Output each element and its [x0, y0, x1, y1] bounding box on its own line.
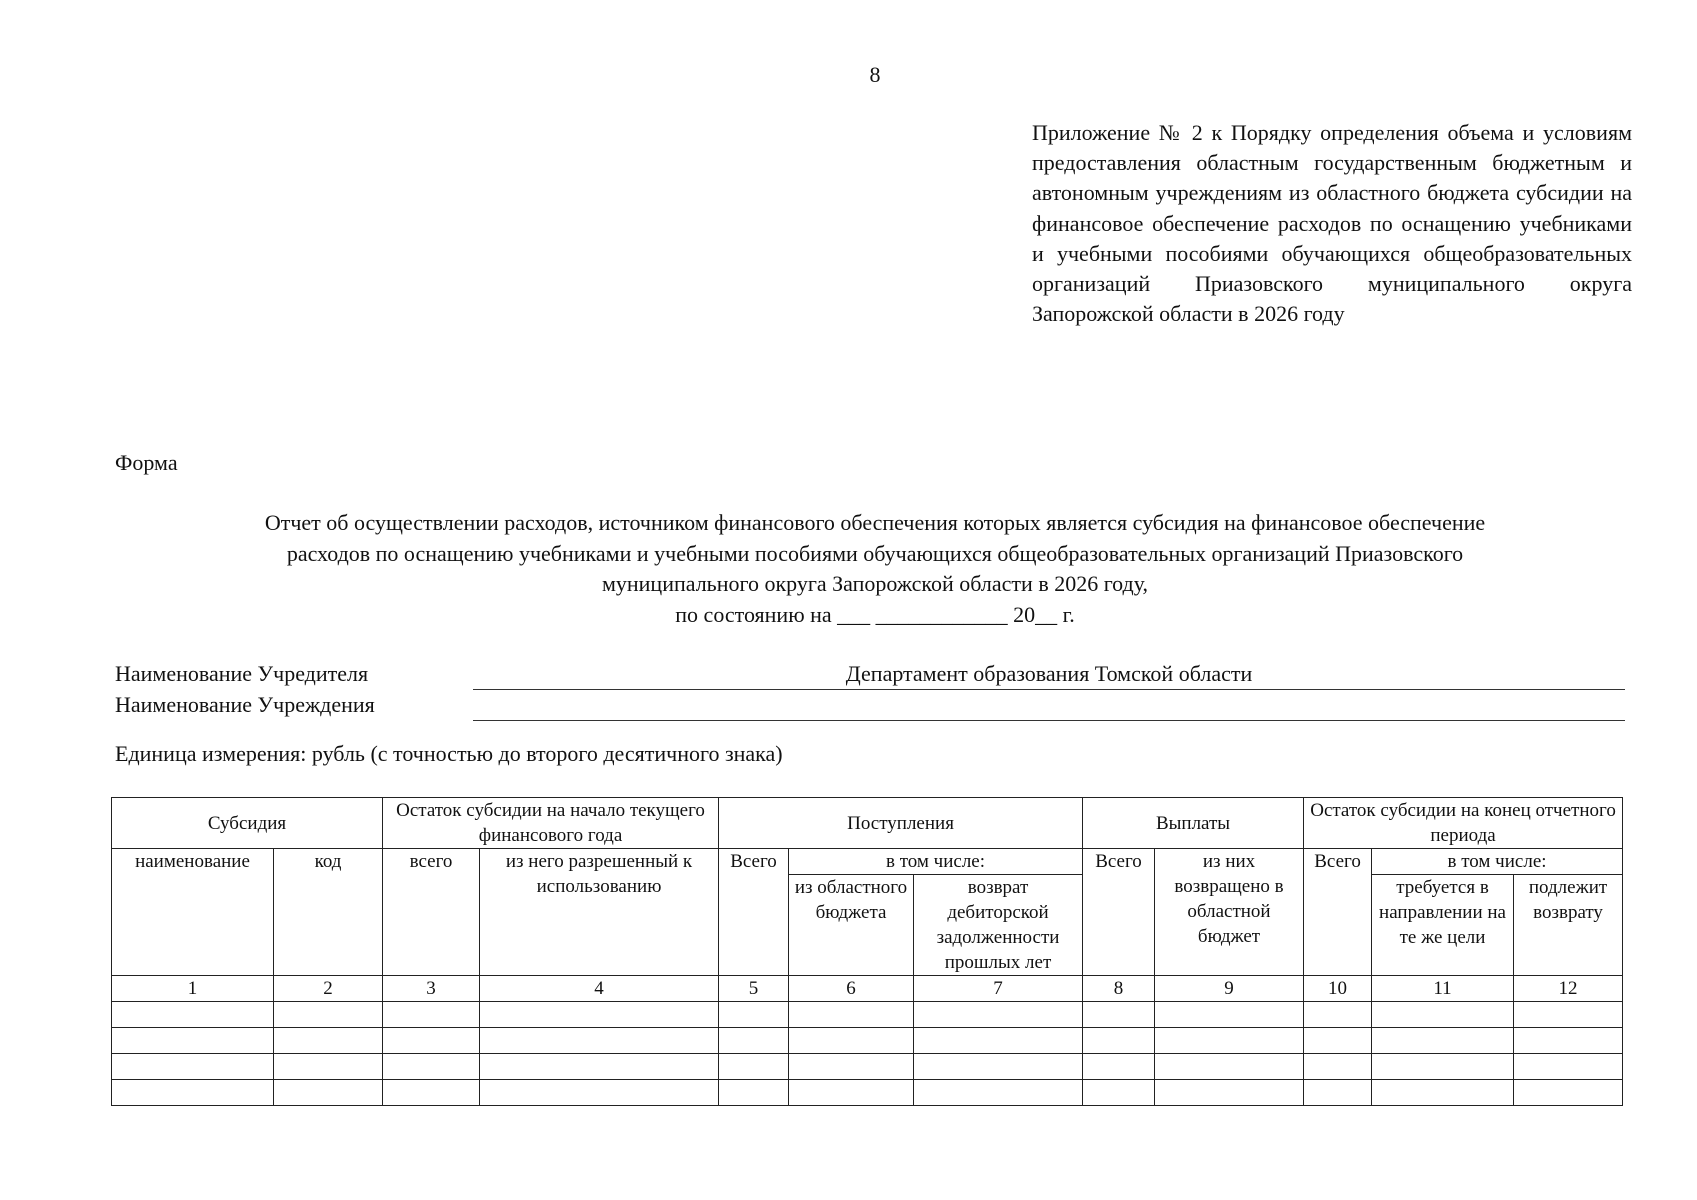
- col-name: наименование: [112, 849, 274, 976]
- col-receipts-total: Всего: [719, 849, 789, 976]
- founder-label: Наименование Учредителя: [115, 661, 369, 686]
- col-payments-total: Всего: [1083, 849, 1155, 976]
- report-title-line: расходов по оснащению учебниками и учебными пособиями обучающихся общеобразовательных организаций Приазовского: [286, 540, 1464, 566]
- table-row: [112, 1028, 1623, 1054]
- column-number: 4: [480, 976, 719, 1002]
- col-start-total: всего: [383, 849, 480, 976]
- page-number: 8: [869, 62, 881, 87]
- table-row: [112, 1054, 1623, 1080]
- col-receipts-regional: из областного бюджета: [789, 875, 914, 976]
- institution-label: Наименование Учреждения: [115, 692, 375, 717]
- form-label: Форма: [115, 450, 178, 475]
- column-number: 3: [383, 976, 480, 1002]
- col-payments-returned: из них возвращено в областной бюджет: [1155, 849, 1304, 976]
- header-end-balance: Остаток субсидии на конец отчетного периода: [1304, 798, 1623, 849]
- report-table: [111, 797, 1623, 1106]
- col-receipts-return: возврат дебиторской задолженности прошлых лет: [914, 875, 1083, 976]
- column-number: 1: [112, 976, 274, 1002]
- column-number: 11: [1372, 976, 1514, 1002]
- col-end-required: требуется в направлении на те же цели: [1372, 875, 1514, 976]
- appendix-text: Приложение № 2 к Порядку определения объема и условиям предоставления областным государственным бюджетным и автономным учреждениям из областного бюджета субсидии на финансовое обеспечение расходов по оснащению учебниками и учебными пособиями обучающихся общеобразовательных организаций Приазовского муниципального округа Запорожской области в 2026 году: [1032, 120, 1632, 327]
- col-end-refund: подлежит возврату: [1514, 875, 1623, 976]
- column-number: 8: [1083, 976, 1155, 1002]
- founder-field: [115, 661, 1625, 691]
- header-subsidy: Субсидия: [112, 798, 383, 849]
- column-number: 12: [1514, 976, 1623, 1002]
- header-payments: Выплаты: [1083, 798, 1304, 849]
- column-number: 9: [1155, 976, 1304, 1002]
- column-number: 10: [1304, 976, 1372, 1002]
- col-code: код: [274, 849, 383, 976]
- table-row: [112, 1002, 1623, 1028]
- column-numbers-row: [112, 976, 1623, 1002]
- col-start-allowed: из него разрешенный к использованию: [480, 849, 719, 976]
- column-number: 2: [274, 976, 383, 1002]
- column-number: 5: [719, 976, 789, 1002]
- column-number: 7: [914, 976, 1083, 1002]
- column-number: 6: [789, 976, 914, 1002]
- report-title-line: муниципального округа Запорожской области в 2026 году,: [601, 571, 1149, 596]
- col-receipts-including: в том числе:: [789, 849, 1083, 875]
- table-row: [112, 1080, 1623, 1106]
- header-start-balance: Остаток субсидии на начало текущего финансового года: [383, 798, 719, 849]
- report-date-line: по состоянию на ___ ____________ 20__ г.: [675, 601, 1075, 627]
- founder-value: Департамент образования Томской области: [845, 661, 1253, 686]
- col-end-including: в том числе:: [1372, 849, 1623, 875]
- col-end-total: Всего: [1304, 849, 1372, 976]
- report-title-line: Отчет об осуществлении расходов, источником финансового обеспечения которых является субсидия на финансовое обеспечение: [264, 510, 1486, 535]
- institution-underline: [473, 720, 1625, 721]
- unit-label: Единица измерения: рубль (с точностью до второго десятичного знака): [115, 741, 783, 766]
- header-receipts: Поступления: [719, 798, 1083, 849]
- report-title: [130, 508, 1620, 630]
- institution-field: [115, 692, 1625, 722]
- founder-underline: [473, 689, 1625, 690]
